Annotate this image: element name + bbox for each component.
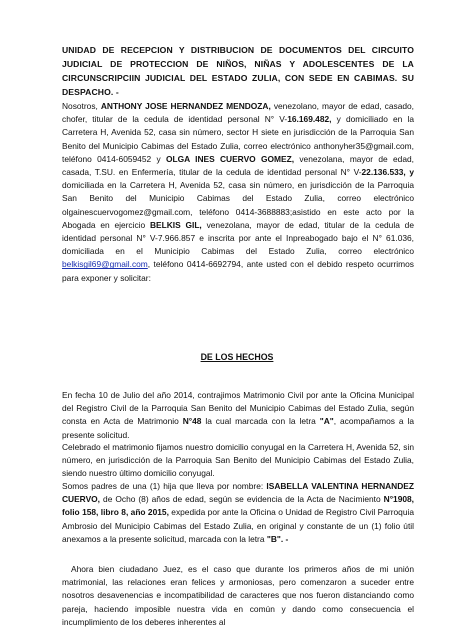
petitioner-id-2: 22.136.533, y xyxy=(361,167,414,178)
intro-text-6: venezolana, mayor de edad, titular de la cedula de identidad personal N° V-7.966.857 e inscrita por ante el Inpreabogado bajo el N° 61.036, domiciliada en el Municipio Cabimas del Estado Zulia, correo electrónico xyxy=(62,219,414,257)
facts-paragraph-2: Celebrado el matrimonio fijamos nuestro domicilio conyugal en la Carretera H, Avenida 52, sin número, en jurisdicción de la Parroquia San Benito del Municipio Cabimas del Estado Zulia, siendo nuestro último domicilio conyugal. xyxy=(62,442,414,479)
birth-act-reference: N°1908, folio 158, libro 8, año 2015, xyxy=(62,494,414,518)
document-heading: UNIDAD DE RECEPCION Y DISTRIBUCION DE DOCUMENTOS DEL CIRCUITO JUDICIAL DE PROTECCION DE NIÑOS, NIÑAS Y ADOLESCENTES DE LA CIRCUNSCRIPCIIN JUDICIAL DEL ESTADO ZULIA, CON SEDE EN CABIMAS. SU DESPACHO. - xyxy=(62,45,414,97)
attorney-name: BELKIS GIL, xyxy=(149,219,202,230)
section-title: DE LOS HECHOS xyxy=(200,352,274,362)
intro-paragraph xyxy=(62,100,414,285)
petitioner-name-1: ANTHONY JOSE HERNANDEZ MENDOZA, xyxy=(100,101,271,111)
facts-1-text-3: , acompañamos a la presente solicitud. xyxy=(62,416,414,440)
facts-paragraph-4: Ahora bien ciudadano Juez, es el caso que durante los primeros años de mi unión matrimonial, las relaciones eran felices y armoniosas, pero comenzaron a suceder entre nosotros desavenencias e incompatibilidad de caracteres que nos fueron distanciando como pareja, haciendo imposible nuestra vida en común y dando como consecuencia el incumplimiento de los deberes inherentes al xyxy=(62,564,414,627)
petitioner-id-1: 16.169.482, xyxy=(287,114,332,125)
intro-text-4: venezolana, mayor de edad, casada, T.SU. en Enfermería, titular de la cedula de identidad personal N° V- xyxy=(62,153,414,178)
facts-paragraph-1 xyxy=(62,389,414,442)
facts-1-text-2: la cual marcada con la letra xyxy=(201,416,320,427)
annex-letter-b: "B". - xyxy=(266,533,289,544)
petitioner-name-2: OLGA INES CUERVO GOMEZ, xyxy=(165,153,295,164)
child-name: ISABELLA VALENTINA HERNANDEZ CUERVO, xyxy=(62,481,414,505)
intro-text-5: domiciliada en la Carretera H, Avenida 52, casa sin número, en jurisdicción de la Parroquia San Benito del Municipio Cabimas del Estado Zulia, correo electrónico olgainescuervogomez@gmail.com, teléfono 0414-3688883;asistido en este acto por la Abogada en ejercicio xyxy=(62,180,414,230)
facts-paragraph-3 xyxy=(62,480,414,546)
intro-text-1: Nosotros, xyxy=(62,101,101,111)
facts-3-text-2: de Ocho (8) años de edad, según se evidencia de la Acta de Nacimiento xyxy=(100,494,384,505)
facts-1-text-1: En fecha 10 de Julio del año 2014, contrajimos Matrimonio Civil por ante la Oficina Municipal del Registro Civil de la Parroquia San Benito del Municipio Cabimas del Estado Zulia, según consta en Acta de Matrimonio xyxy=(62,390,414,427)
marriage-act-number: N°48 xyxy=(182,416,202,427)
intro-text-3: y domiciliado en la Carretera H, Avenida 52, casa sin número, sector H siete en jurisdicción de la Parroquia San Benito del Municipio Cabimas del Estado Zulia, correo electrónico anthonyher35@gmail.com, teléfono 0414-6059452 y xyxy=(62,114,414,164)
intro-text-7: , teléfono 0414-6692794, ante usted con el debido respeto ocurrimos para exponer y solicitar: xyxy=(62,259,414,283)
attorney-email-link[interactable]: belkisgil69@gmail.com xyxy=(62,259,148,270)
annex-letter-a: "A" xyxy=(319,416,334,427)
facts-3-text-3: expedida por ante la Oficina o Unidad de Registro Civil Parroquia Ambrosio del Municipio Cabimas del Estado Zulia, en original y constante de un (1) folio útil anexamos a la presente solicitud, marcada con la letra xyxy=(62,507,414,544)
intro-text-2: venezolano, mayor de edad, casado, chofer, titular de la cedula de identidad personal N° V- xyxy=(62,101,414,125)
facts-3-text-1: Somos padres de una (1) hija que lleva por nombre: xyxy=(62,481,267,491)
